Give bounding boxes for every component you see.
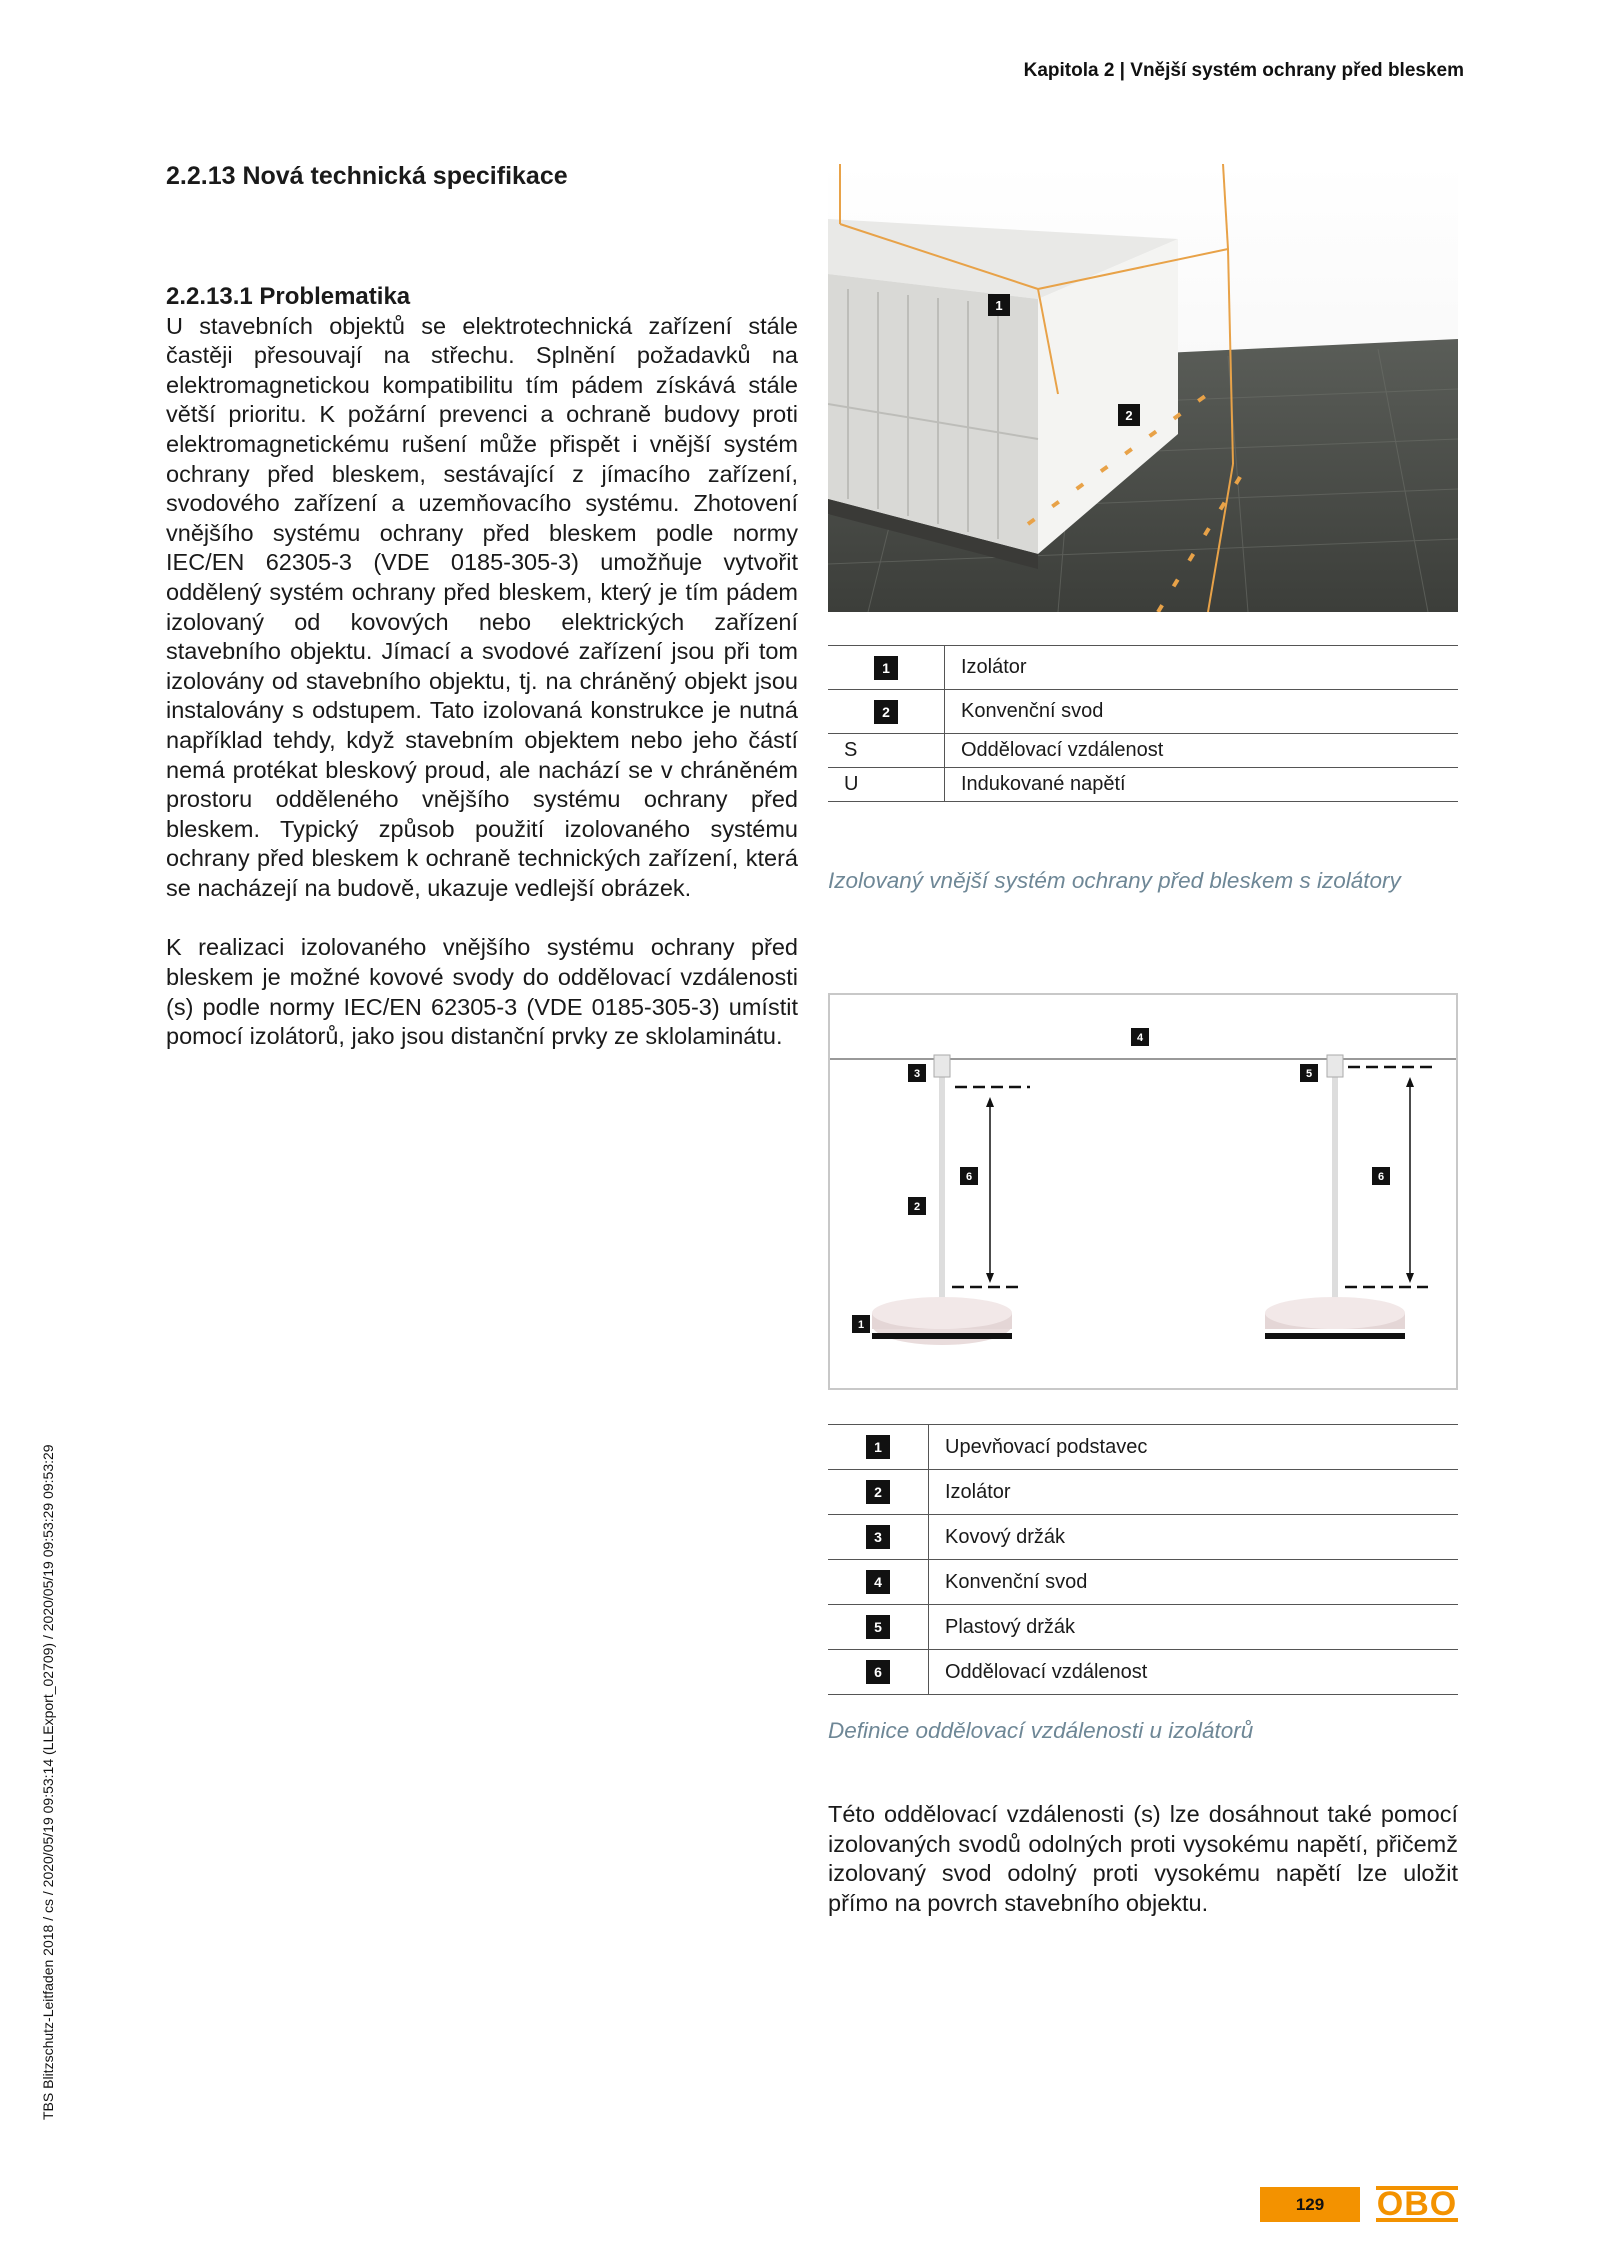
legend-row xyxy=(828,1425,1458,1470)
legend-key-badge: 2 xyxy=(874,700,898,724)
section-title: 2.2.13 Nová technická specifikace xyxy=(166,162,568,190)
figure1-legend xyxy=(828,645,1458,802)
figure2-caption: Definice oddělovací vzdálenosti u izolátorů xyxy=(828,1718,1254,1743)
svg-text:1: 1 xyxy=(995,298,1003,313)
svg-text:2: 2 xyxy=(1125,408,1133,423)
legend-row xyxy=(828,646,1458,690)
legend-key-letter: U xyxy=(828,768,945,802)
obo-logo: OBO xyxy=(1376,2185,1458,2223)
legend-label: Izolátor xyxy=(929,1470,1459,1515)
legend-row xyxy=(828,734,1458,768)
svg-text:3: 3 xyxy=(913,1068,921,1080)
legend-label: Indukované napětí xyxy=(945,768,1459,802)
legend-key-badge: 4 xyxy=(866,1570,890,1594)
svg-text:5: 5 xyxy=(1305,1068,1313,1080)
legend-row xyxy=(828,690,1458,734)
left-column xyxy=(166,282,798,1052)
legend-key-letter: S xyxy=(828,734,945,768)
svg-text:6: 6 xyxy=(1377,1171,1385,1183)
legend-key-badge: 3 xyxy=(866,1525,890,1549)
document-meta-vertical: TBS Blitzschutz-Leitfaden 2018 / cs / 2020/05/19 09:53:14 (LLExport_02709) / 2020/05/19 09:53:29 09:53:29 xyxy=(40,1444,56,2120)
legend-label: Oddělovací vzdálenost xyxy=(929,1650,1459,1695)
paragraph-realizace: K realizaci izolovaného vnějšího systému ochrany před bleskem je možné kovové svody do oddělovací vzdálenosti (s) podle normy IEC/EN 62305-3 (VDE 0185-305-3) umístit pomocí izolátorů, jako jsou distanční prvky ze sklolaminátu. xyxy=(166,934,798,1050)
svg-text:4: 4 xyxy=(1136,1032,1144,1044)
legend-key-badge: 1 xyxy=(874,656,898,680)
subsection-title: 2.2.13.1 Problematika xyxy=(166,283,411,310)
paragraph-problematika: U stavebních objektů se elektrotechnická zařízení stále častěji přesouvají na střechu. Splnění požadavků na elektromagnetickou kompatibilitu tím pádem získává stále větší prioritu. K požární prevenci a ochraně budovy proti elektromagnetickému rušení může přispět i vnější systém ochrany před bleskem, sestávající z jímacího zařízení, svodového zařízení a uzemňovacího systému. Zhotovení vnějšího systému ochrany před bleskem podle normy IEC/EN 62305-3 (VDE 0185-305-3) umožňuje vytvořit oddělený systém ochrany před bleskem, který je tím pádem izolovaný od kovových nebo elektrických zařízení stavebního objektu. Jímací a svodové zařízení jsou při tom izolovány od stavebního objektu, tj. na chráněný objekt jsou instalovány s odstupem. Tato izolovaná konstrukce je nutná například tehdy, když stavebním objektem nebo jeho částí nemá protékat bleskový proud, ale nachází se v chráněném prostoru odděleného vnějšího systému ochrany před bleskem. Typický způsob použití izolovaného systému ochrany před bleskem k ochraně technických zařízení, která se nacházejí na budově, ukazuje vedlejší obrázek. xyxy=(166,312,798,901)
legend-label: Kovový držák xyxy=(929,1515,1459,1560)
legend-row xyxy=(828,1650,1458,1695)
svg-text:1: 1 xyxy=(857,1319,865,1331)
legend-row xyxy=(828,1470,1458,1515)
legend-key-badge: 6 xyxy=(866,1660,890,1684)
figure2-legend xyxy=(828,1424,1458,1695)
legend-label: Konvenční svod xyxy=(945,690,1459,734)
legend-row xyxy=(828,768,1458,802)
separation-distance-diagram xyxy=(828,993,1458,1390)
legend-label: Izolátor xyxy=(945,646,1459,690)
legend-key-badge: 5 xyxy=(866,1615,890,1639)
legend-label: Oddělovací vzdálenost xyxy=(945,734,1459,768)
chapter-header: Kapitola 2 | Vnější systém ochrany před bleskem xyxy=(1023,60,1464,81)
legend-row xyxy=(828,1515,1458,1560)
paragraph-isolated-conductor: Této oddělovací vzdálenosti (s) lze dosáhnout také pomocí izolovaných svodů odolných proti vysokému napětí, přičemž izolovaný svod odolný proti vysokému napětí lze uložit přímo na povrch stavebního objektu. xyxy=(828,1801,1458,1916)
legend-label: Plastový držák xyxy=(929,1605,1459,1650)
figure1-caption: Izolovaný vnější systém ochrany před bleskem s izolátory xyxy=(828,868,1401,893)
legend-label: Upevňovací podstavec xyxy=(929,1425,1459,1470)
legend-label: Konvenční svod xyxy=(929,1560,1459,1605)
legend-row xyxy=(828,1605,1458,1650)
svg-text:2: 2 xyxy=(913,1201,921,1213)
page-number: 129 xyxy=(1260,2187,1360,2222)
legend-row xyxy=(828,1560,1458,1605)
rooftop-unit-photo xyxy=(828,164,1458,612)
legend-key-badge: 1 xyxy=(866,1435,890,1459)
legend-key-badge: 2 xyxy=(866,1480,890,1504)
svg-text:6: 6 xyxy=(965,1171,973,1183)
